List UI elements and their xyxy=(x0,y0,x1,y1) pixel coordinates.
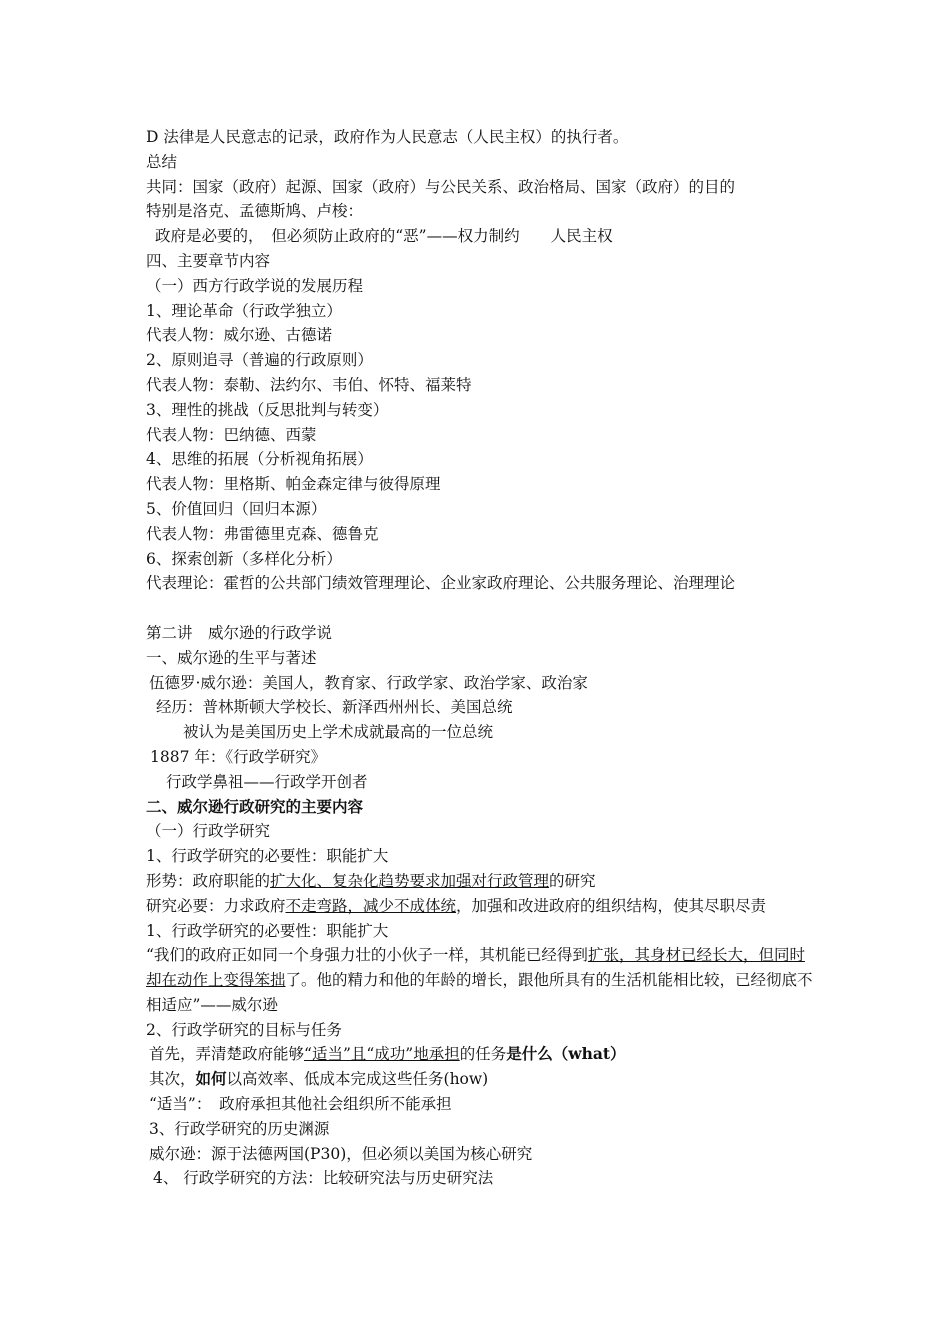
paragraph: 经历：普林斯顿大学校长、新泽西州州长、美国总统 xyxy=(156,698,513,717)
list-item: 2、行政学研究的目标与任务 xyxy=(146,1020,342,1039)
bold-text: 如何 xyxy=(195,1069,227,1089)
paragraph: 政府是必要的， 但必须防止政府的“恶”——权力制约 人民主权 xyxy=(155,227,613,246)
paragraph: 共同：国家（政府）起源、国家（政府）与公民关系、政治格局、国家（政府）的目的 xyxy=(146,177,736,196)
paragraph xyxy=(146,869,814,894)
paragraph: 代表理论：霍哲的公共部门绩效管理理论、企业家政府理论、公共服务理论、治理理论 xyxy=(146,574,736,593)
text-run: “我们的政府正如同一个身强力壮的小伙子一样，其机能已经得到 xyxy=(146,946,588,965)
list-item: 6、探索创新（多样化分析） xyxy=(146,549,342,568)
list-item: 2、原则追寻（普遍的行政原则） xyxy=(146,351,373,370)
text-run: 以高效率、低成本完成这些任务(how) xyxy=(226,1070,489,1089)
section-heading-bold: 二、威尔逊行政研究的主要内容 xyxy=(146,796,364,816)
paragraph xyxy=(146,1067,814,1092)
paragraph: 行政学鼻祖——行政学开创者 xyxy=(166,772,368,791)
underlined-text: 扩大化、复杂化趋势要求加强对行政管理 xyxy=(270,871,550,890)
text-run: 其次， xyxy=(149,1070,196,1089)
list-item: 3、理性的挑战（反思批判与转变） xyxy=(146,400,389,419)
paragraph: 被认为是美国历史上学术成就最高的一位总统 xyxy=(183,723,494,742)
text-run: 形势：政府职能的 xyxy=(146,871,271,890)
text-run: 了。他的精力和他的年龄的增长，跟他所具有的生活机能相比较，已经彻底不相适应”——威尔逊 xyxy=(146,971,813,1014)
blank-line xyxy=(146,596,814,621)
text-run: 的研究 xyxy=(549,871,596,890)
list-item: 1、行政学研究的必要性：职能扩大 xyxy=(146,921,389,940)
list-item: 4、思维的拓展（分析视角拓展） xyxy=(146,450,373,469)
quote-paragraph xyxy=(146,943,814,1017)
underlined-text: 扩张，其身材已经长大，但同时却在动作上变得笨拙 xyxy=(146,946,805,990)
paragraph: 代表人物：泰勒、法约尔、韦伯、怀特、福莱特 xyxy=(146,375,472,394)
subsection-heading: （一）行政学研究 xyxy=(146,822,271,841)
paragraph: 特别是洛克、孟德斯鸠、卢梭： xyxy=(146,202,364,221)
list-item: 1、行政学研究的必要性：职能扩大 xyxy=(146,847,389,866)
paragraph: 代表人物：里格斯、帕金森定律与彼得原理 xyxy=(146,475,441,494)
text-run: ，加强和改进政府的组织结构，使其尽职尽责 xyxy=(456,896,767,915)
list-item: 3、行政学研究的历史渊源 xyxy=(149,1119,330,1138)
list-item: 5、价值回归（回归本源） xyxy=(146,499,327,518)
paragraph: D 法律是人民意志的记录，政府作为人民意志（人民主权）的执行者。 xyxy=(146,128,629,146)
text-run: 首先，弄清楚政府能够 xyxy=(149,1045,305,1064)
bold-text: 是什么（what） xyxy=(506,1044,626,1064)
underlined-text: 不走弯路，减少不成体统 xyxy=(285,896,457,915)
paragraph: 伍德罗·威尔逊：美国人，教育家、行政学家、政治学家、政治家 xyxy=(149,673,588,692)
document-body xyxy=(146,125,814,1191)
subsection-heading: （一）西方行政学说的发展历程 xyxy=(146,276,364,295)
list-item: 4、 行政学研究的方法：比较研究法与历史研究法 xyxy=(153,1169,494,1188)
section-heading: 四、主要章节内容 xyxy=(146,251,271,270)
chapter-heading: 第二讲 威尔逊的行政学说 xyxy=(146,623,333,642)
text-run: 的任务 xyxy=(459,1045,507,1064)
paragraph: 代表人物：巴纳德、西蒙 xyxy=(146,425,317,444)
list-item: 1、理论革命（行政学独立） xyxy=(146,301,342,320)
paragraph xyxy=(146,1042,814,1067)
paragraph: 1887 年：《行政学研究》 xyxy=(150,747,327,766)
section-heading: 一、威尔逊的生平与著述 xyxy=(146,648,317,667)
text-run: 研究必要：力求政府 xyxy=(146,896,286,915)
paragraph: “适当”： 政府承担其他社会组织所不能承担 xyxy=(149,1095,452,1114)
paragraph: 代表人物：威尔逊、古德诺 xyxy=(146,326,333,345)
paragraph: 总结 xyxy=(146,152,178,171)
underlined-text: “适当”且“成功”地承担 xyxy=(304,1045,460,1064)
paragraph: 威尔逊：源于法德两国(P30)，但必须以美国为核心研究 xyxy=(149,1144,533,1163)
paragraph: 代表人物：弗雷德里克森、德鲁克 xyxy=(146,524,379,543)
paragraph xyxy=(146,894,814,919)
